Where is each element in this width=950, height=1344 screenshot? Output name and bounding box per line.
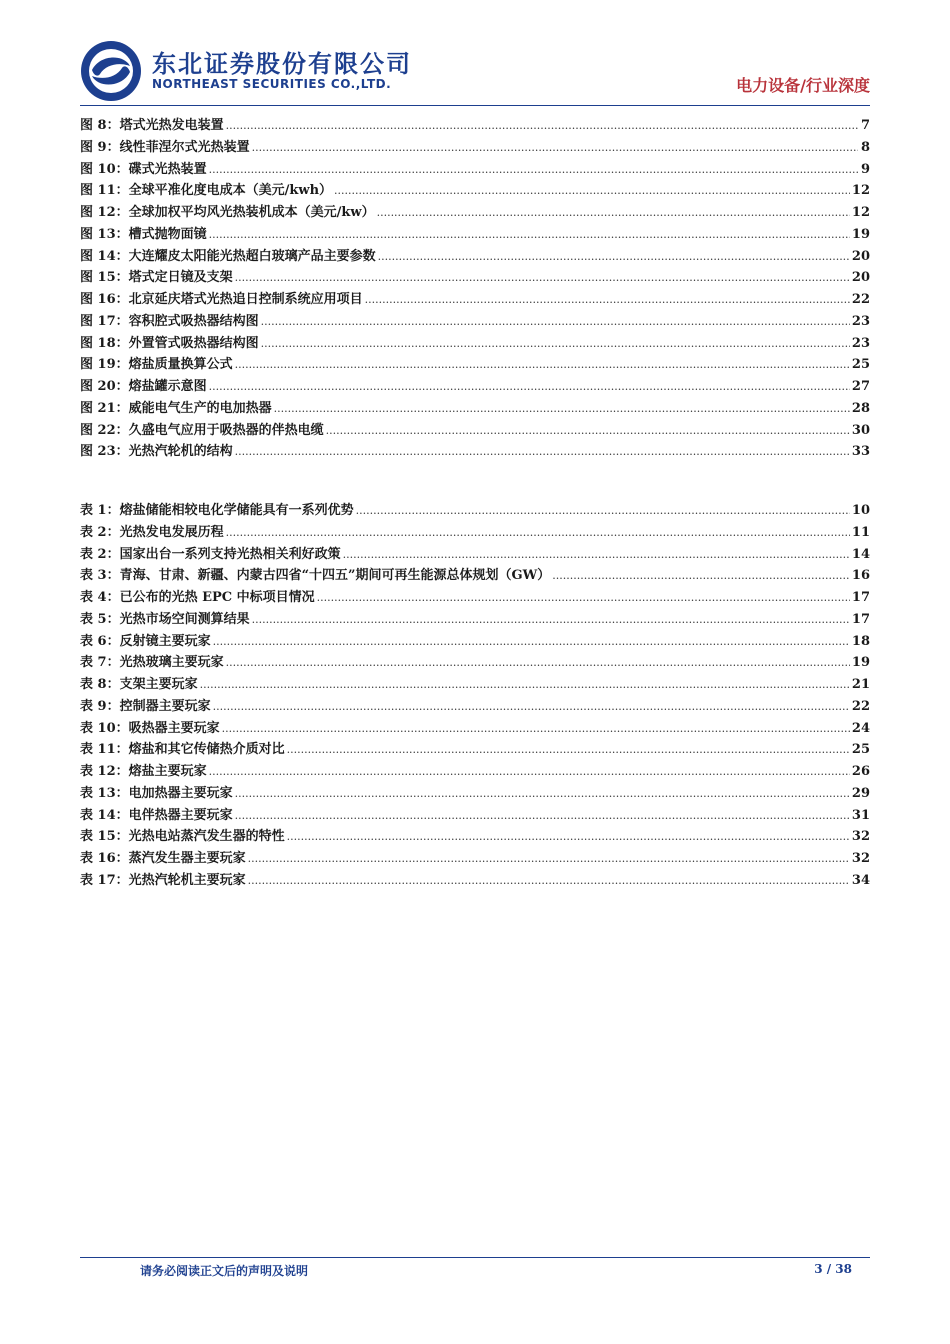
report-category: 电力设备/行业深度 [736, 76, 870, 95]
dot-leader [213, 635, 850, 648]
entry-prefix: 图 15： [80, 270, 129, 286]
dot-leader [356, 504, 850, 517]
entry-title: 外置管式吸热器结构图 [128, 335, 259, 351]
entry-prefix: 表 16： [80, 851, 129, 866]
entry-prefix: 表 6： [80, 633, 120, 649]
figure-toc-entry[interactable] [80, 310, 870, 332]
entry-prefix: 表 3： [80, 568, 120, 584]
entry-page-number: 10 [851, 503, 870, 518]
entry-title: 青海、甘肃、新疆、内蒙古四省“十四五”期间可再生能源总体规划（GW） [119, 568, 551, 584]
entry-prefix: 图 12： [80, 205, 129, 220]
table-toc-entry[interactable] [80, 804, 870, 826]
dot-leader [287, 830, 850, 843]
entry-prefix: 表 13： [80, 785, 129, 801]
entry-title: 熔盐罐示意图 [128, 379, 207, 394]
entry-page-number: 19 [851, 655, 870, 671]
page-number: 3 / 38 [814, 1262, 852, 1276]
entry-page-number: 14 [851, 546, 870, 562]
entry-page-number: 28 [851, 400, 870, 416]
page-header [80, 40, 870, 104]
entry-title: 光热玻璃主要玩家 [119, 655, 224, 671]
entry-title: 已公布的光热 EPC 中标项目情况 [119, 590, 315, 605]
entry-page-number: 20 [851, 248, 870, 264]
table-toc-entry[interactable] [80, 608, 870, 630]
dot-leader [235, 787, 850, 800]
figure-toc-entry[interactable] [80, 245, 870, 267]
entry-prefix: 表 2： [80, 524, 120, 540]
entry-title: 大连耀皮太阳能光热超白玻璃产品主要参数 [128, 248, 376, 264]
table-toc-entry[interactable] [80, 543, 870, 565]
table-toc-entry[interactable] [80, 521, 870, 543]
entry-title: 塔式光热发电装置 [119, 118, 224, 133]
entry-title: 蒸汽发生器主要玩家 [128, 851, 246, 866]
entry-page-number: 21 [851, 677, 870, 692]
company-logo-icon [80, 40, 142, 102]
entry-page-number: 9 [860, 161, 870, 177]
figure-toc-entry[interactable] [80, 136, 870, 158]
dot-leader [287, 743, 850, 756]
disclaimer-note: 请务必阅读正文后的声明及说明 [140, 1264, 309, 1278]
dot-leader [552, 569, 850, 582]
entry-page-number: 17 [851, 590, 870, 605]
entry-title: 光热汽轮机主要玩家 [128, 872, 246, 888]
dot-leader [377, 206, 850, 219]
dot-leader [209, 765, 850, 778]
dot-leader [248, 852, 850, 865]
entry-prefix: 表 7： [80, 655, 120, 671]
dot-leader [222, 722, 850, 735]
table-toc-entry[interactable] [80, 673, 870, 695]
figure-toc-entry[interactable] [80, 375, 870, 397]
dot-leader [235, 271, 850, 284]
dot-leader [235, 809, 850, 822]
table-toc-entry[interactable] [80, 651, 870, 673]
table-toc-entry[interactable] [80, 847, 870, 869]
entry-page-number: 23 [851, 335, 870, 351]
entry-title: 威能电气生产的电加热器 [128, 400, 272, 416]
dot-leader [209, 163, 858, 176]
table-toc-entry[interactable] [80, 760, 870, 782]
entry-page-number: 22 [851, 698, 870, 714]
table-toc-entry[interactable] [80, 869, 870, 891]
entry-prefix: 图 10： [80, 161, 129, 177]
entry-page-number: 18 [851, 633, 870, 649]
entry-prefix: 图 16： [80, 292, 129, 307]
dot-leader [334, 184, 850, 197]
entry-title: 熔盐质量换算公式 [128, 357, 233, 373]
entry-title: 塔式定日镜及支架 [128, 270, 233, 286]
entry-prefix: 图 21： [80, 400, 129, 416]
entry-prefix: 图 9： [80, 139, 120, 155]
entry-page-number: 25 [851, 742, 870, 758]
entry-page-number: 12 [851, 183, 870, 199]
entry-title: 全球平准化度电成本（美元/kwh） [128, 183, 333, 199]
figure-toc-entry[interactable] [80, 201, 870, 223]
entry-title: 熔盐主要玩家 [128, 764, 207, 779]
entry-prefix: 图 18： [80, 335, 129, 351]
entry-page-number: 33 [851, 444, 870, 460]
figure-toc-entry[interactable] [80, 397, 870, 419]
entry-page-number: 24 [851, 720, 870, 736]
dot-leader [213, 700, 850, 713]
dot-leader [235, 445, 850, 458]
table-toc-entry[interactable] [80, 738, 870, 760]
entry-prefix: 表 1： [80, 503, 120, 518]
entry-prefix: 表 14： [80, 807, 129, 823]
entry-title: 光热市场空间测算结果 [119, 611, 250, 627]
entry-prefix: 图 19： [80, 357, 129, 373]
figure-index [80, 114, 870, 462]
dot-leader [261, 315, 850, 328]
entry-prefix: 表 17： [80, 872, 129, 888]
entry-title: 吸热器主要玩家 [128, 720, 220, 736]
table-toc-entry[interactable] [80, 586, 870, 608]
dot-leader [274, 402, 850, 415]
dot-leader [252, 141, 858, 154]
company-name-cn: 东北证券股份有限公司 [152, 50, 412, 78]
entry-title: 北京延庆塔式光热追日控制系统应用项目 [128, 292, 363, 307]
entry-prefix: 表 4： [80, 590, 120, 605]
entry-page-number: 16 [851, 568, 870, 584]
dot-leader [200, 678, 850, 691]
table-toc-entry[interactable] [80, 499, 870, 521]
dot-leader [261, 337, 850, 350]
dot-leader [226, 656, 850, 669]
entry-title: 槽式抛物面镜 [128, 226, 207, 242]
table-toc-entry[interactable] [80, 825, 870, 847]
entry-page-number: 32 [851, 851, 870, 866]
footer-divider [80, 1257, 870, 1258]
figure-toc-entry[interactable] [80, 353, 870, 375]
entry-prefix: 图 20： [80, 379, 129, 394]
entry-title: 熔盐储能相较电化学储能具有一系列优势 [119, 503, 354, 518]
table-toc-entry[interactable] [80, 564, 870, 586]
entry-page-number: 29 [851, 785, 870, 801]
entry-prefix: 图 13： [80, 226, 129, 242]
entry-page-number: 19 [851, 226, 870, 242]
table-toc-entry[interactable] [80, 695, 870, 717]
entry-prefix: 图 22： [80, 422, 129, 438]
entry-prefix: 表 9： [80, 698, 120, 714]
dot-leader [226, 119, 858, 132]
entry-prefix: 图 17： [80, 313, 129, 329]
dot-leader [317, 591, 850, 604]
entry-page-number: 8 [860, 139, 870, 155]
entry-prefix: 图 14： [80, 248, 129, 264]
figure-toc-entry[interactable] [80, 419, 870, 441]
entry-page-number: 11 [851, 524, 870, 540]
company-name-en: NORTHEAST SECURITIES CO.,LTD. [152, 77, 392, 91]
entry-title: 容积腔式吸热器结构图 [128, 313, 259, 329]
dot-leader [248, 874, 850, 887]
figure-toc-entry[interactable] [80, 288, 870, 310]
figure-toc-entry[interactable] [80, 440, 870, 462]
figure-toc-entry[interactable] [80, 158, 870, 180]
dot-leader [209, 380, 850, 393]
figure-toc-entry[interactable] [80, 223, 870, 245]
entry-page-number: 7 [860, 118, 870, 133]
dot-leader [365, 293, 850, 306]
entry-title: 电加热器主要玩家 [128, 785, 233, 801]
entry-page-number: 32 [851, 829, 870, 845]
entry-prefix: 表 2： [80, 546, 120, 562]
table-index [80, 499, 870, 891]
entry-title: 光热汽轮机的结构 [128, 444, 233, 460]
entry-page-number: 26 [851, 764, 870, 779]
figure-toc-entry[interactable] [80, 114, 870, 136]
entry-title: 熔盐和其它传储热介质对比 [128, 742, 285, 758]
entry-page-number: 25 [851, 357, 870, 373]
dot-leader [378, 250, 850, 263]
entry-title: 全球加权平均风光热装机成本（美元/kw） [128, 205, 375, 220]
entry-prefix: 图 8： [80, 118, 120, 133]
entry-title: 碟式光热装置 [128, 161, 207, 177]
entry-prefix: 表 8： [80, 677, 120, 692]
entry-page-number: 20 [851, 270, 870, 286]
entry-prefix: 图 23： [80, 444, 129, 460]
dot-leader [326, 424, 850, 437]
entry-title: 久盛电气应用于吸热器的伴热电缆 [128, 422, 324, 438]
entry-prefix: 表 5： [80, 611, 120, 627]
entry-title: 线性菲涅尔式光热装置 [119, 139, 250, 155]
dot-leader [252, 613, 850, 626]
entry-title: 电伴热器主要玩家 [128, 807, 233, 823]
dot-leader [209, 228, 850, 241]
table-toc-entry[interactable] [80, 630, 870, 652]
entry-title: 光热电站蒸汽发生器的特性 [128, 829, 285, 845]
entry-page-number: 23 [851, 313, 870, 329]
entry-title: 反射镜主要玩家 [119, 633, 211, 649]
entry-prefix: 图 11： [80, 183, 129, 199]
entry-title: 国家出台一系列支持光热相关利好政策 [119, 546, 341, 562]
header-divider [80, 105, 870, 106]
figure-toc-entry[interactable] [80, 266, 870, 288]
entry-page-number: 22 [851, 292, 870, 307]
entry-title: 光热发电发展历程 [119, 524, 224, 540]
table-toc-entry[interactable] [80, 782, 870, 804]
entry-title: 支架主要玩家 [119, 677, 198, 692]
entry-page-number: 30 [851, 422, 870, 438]
figure-toc-entry[interactable] [80, 332, 870, 354]
entry-page-number: 27 [851, 379, 870, 394]
entry-title: 控制器主要玩家 [119, 698, 211, 714]
entry-prefix: 表 15： [80, 829, 129, 845]
entry-page-number: 31 [851, 807, 870, 823]
entry-page-number: 34 [851, 872, 870, 888]
table-toc-entry[interactable] [80, 717, 870, 739]
entry-prefix: 表 12： [80, 764, 129, 779]
figure-toc-entry[interactable] [80, 179, 870, 201]
entry-prefix: 表 11： [80, 742, 129, 758]
dot-leader [226, 526, 850, 539]
dot-leader [343, 548, 850, 561]
dot-leader [235, 358, 850, 371]
entry-page-number: 12 [851, 205, 870, 220]
entry-page-number: 17 [851, 611, 870, 627]
entry-prefix: 表 10： [80, 720, 129, 736]
